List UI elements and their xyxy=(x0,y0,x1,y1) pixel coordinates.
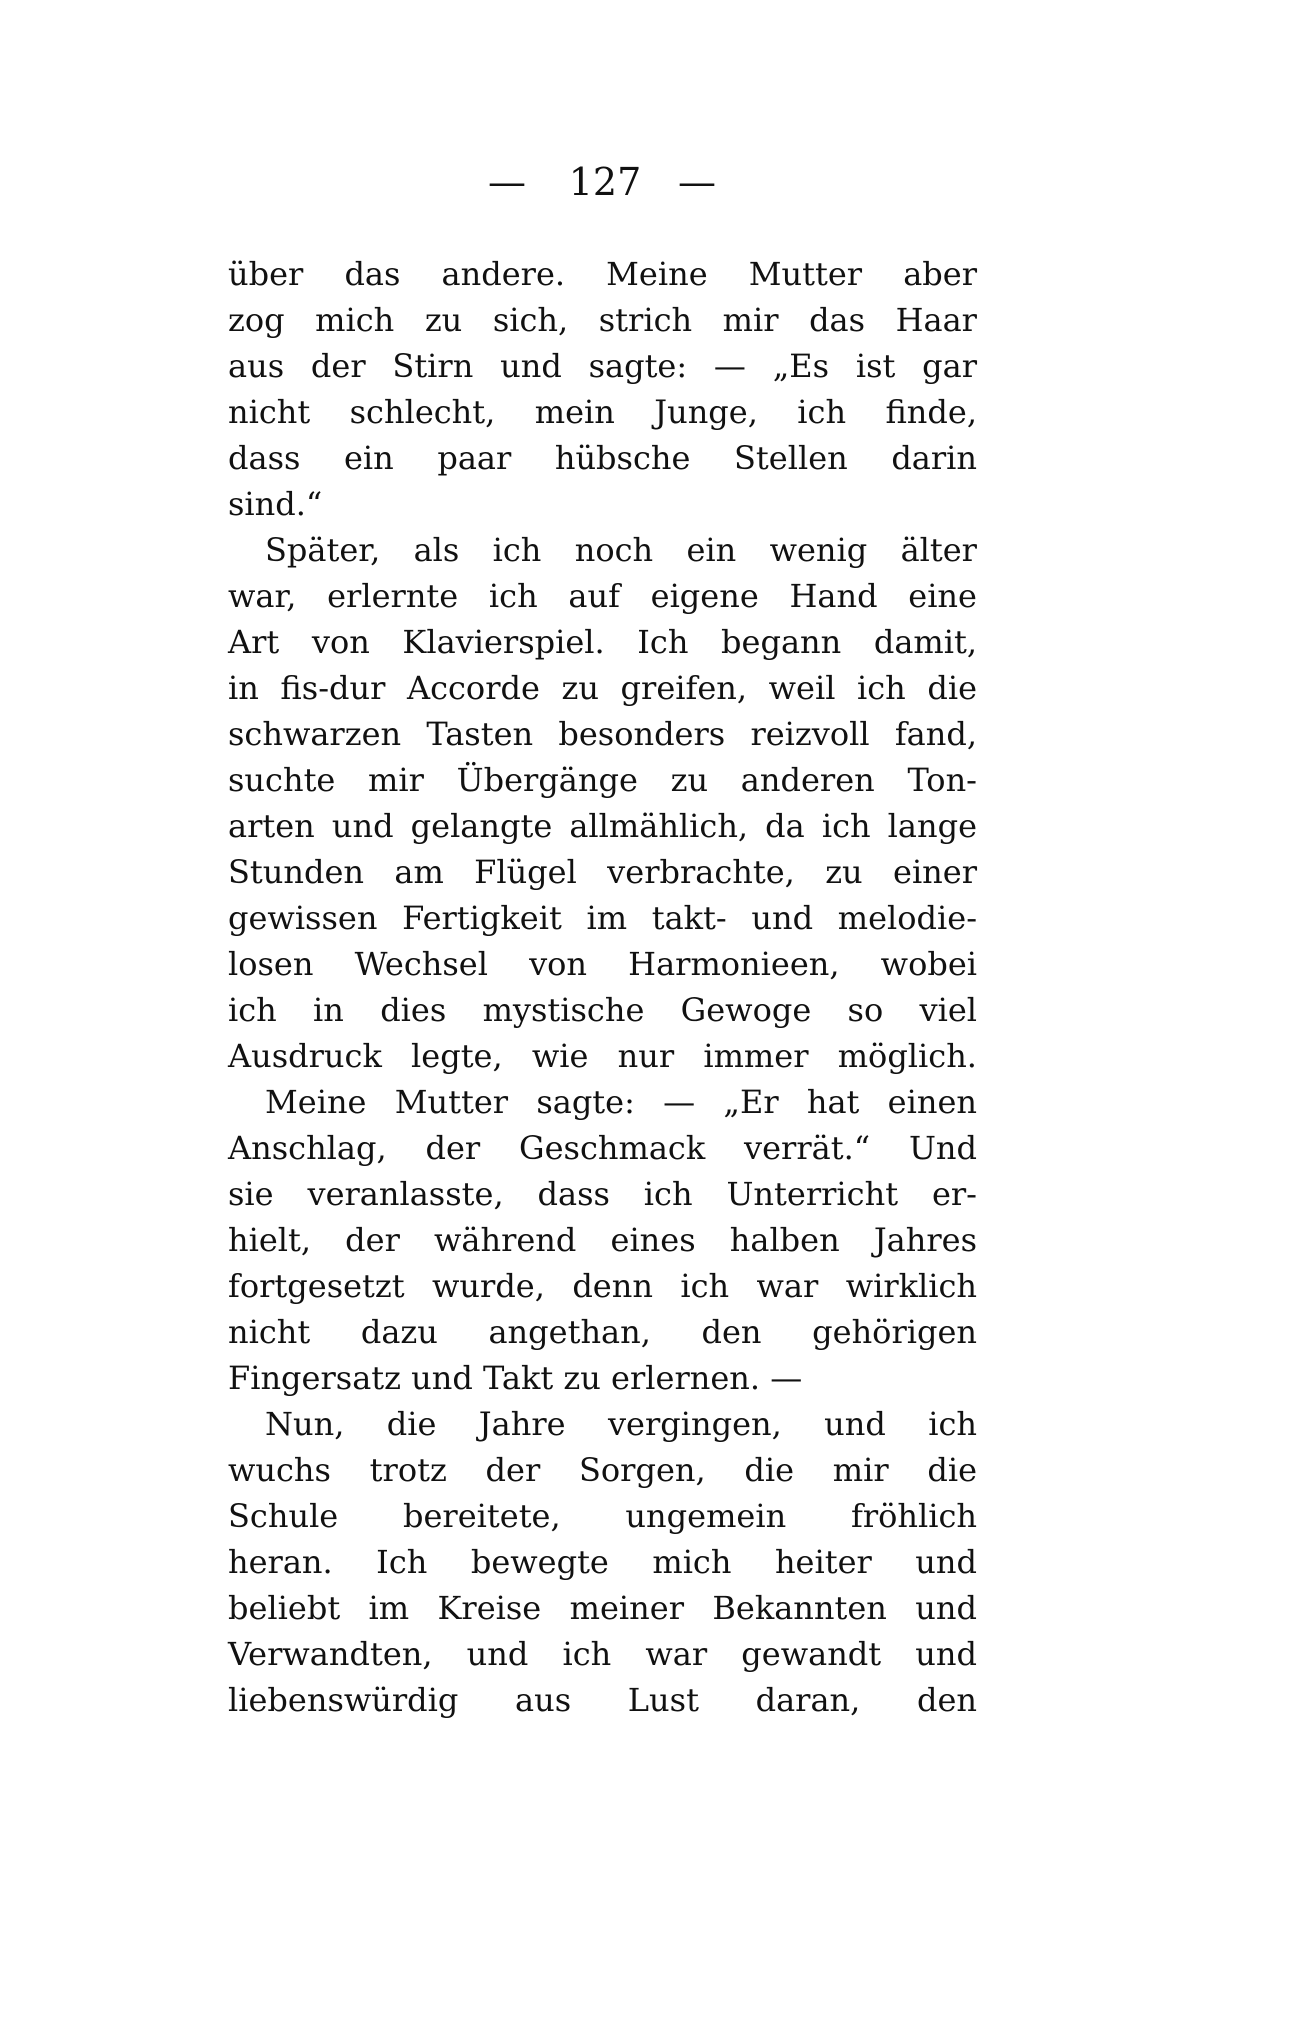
text-line-content: Stunden am Flügel verbrachte, zu einer xyxy=(228,853,978,891)
text-line xyxy=(228,1539,977,1585)
paragraph xyxy=(228,527,977,1079)
text-line xyxy=(228,573,977,619)
text-line-content: gewissen Fertigkeit im takt- und melodie- xyxy=(228,899,978,937)
text-line xyxy=(228,1125,977,1171)
text-line-content: beliebt im Kreise meiner Bekannten und xyxy=(228,1589,978,1627)
text-line-content: Meine Mutter sagte: — „Er hat einen xyxy=(265,1083,977,1121)
body-text xyxy=(228,251,977,1723)
text-line-content: sie veranlasste, dass ich Unterricht er- xyxy=(228,1175,977,1213)
text-line xyxy=(228,251,977,297)
text-line-content: Art von Klavierspiel. Ich begann damit, xyxy=(228,623,978,661)
text-line-content: in fis-dur Accorde zu greifen, weil ich die xyxy=(228,669,978,707)
text-line xyxy=(228,1493,977,1539)
text-line xyxy=(228,435,977,481)
text-line-last xyxy=(228,1355,977,1401)
text-line xyxy=(228,1677,977,1723)
text-line-content: Anschlag, der Geschmack verrät.“ Und xyxy=(228,1129,978,1167)
text-line xyxy=(228,987,977,1033)
text-line xyxy=(228,849,977,895)
text-line-content: war, erlernte ich auf eigene Hand eine xyxy=(228,577,977,615)
text-line-content: ich in dies mystische Gewoge so viel xyxy=(228,991,978,1029)
text-line xyxy=(228,665,977,711)
text-line-content: nicht dazu angethan, den gehörigen xyxy=(228,1313,978,1351)
text-line xyxy=(228,1585,977,1631)
text-line-content: über das andere. Meine Mutter aber xyxy=(228,255,977,293)
text-line-content: Verwandten, und ich war gewandt und xyxy=(228,1635,977,1673)
text-line-content: heran. Ich bewegte mich heiter und xyxy=(228,1543,978,1581)
text-line xyxy=(228,619,977,665)
text-line-content: fortgesetzt wurde, denn ich war wirklich xyxy=(228,1267,978,1305)
text-line-content: Fingersatz und Takt zu erlernen. — xyxy=(228,1359,803,1397)
text-line-first xyxy=(228,1401,977,1447)
text-line xyxy=(228,941,977,987)
text-line-content: aus der Stirn und sagte: — „Es ist gar xyxy=(228,347,978,385)
text-line-content: schwarzen Tasten besonders reizvoll fand, xyxy=(228,715,978,753)
paragraph xyxy=(228,1079,977,1401)
text-line xyxy=(228,1263,977,1309)
text-line xyxy=(228,389,977,435)
text-line-content: dass ein paar hübsche Stellen darin xyxy=(228,439,978,477)
text-line xyxy=(228,757,977,803)
text-line-content: nicht schlecht, mein Junge, ich finde, xyxy=(228,393,978,431)
text-line xyxy=(228,297,977,343)
text-line-content: suchte mir Übergänge zu anderen Ton- xyxy=(228,761,977,799)
text-line-content: arten und gelangte allmählich, da ich lange xyxy=(228,807,978,845)
text-line-content: losen Wechsel von Harmonieen, wobei xyxy=(228,945,977,983)
text-line-content: hielt, der während eines halben Jahres xyxy=(228,1221,977,1259)
text-line-first xyxy=(228,527,977,573)
text-line-content: sind.“ xyxy=(228,485,323,523)
text-line-first xyxy=(228,1079,977,1125)
text-line-content: Schule bereitete, ungemein fröhlich xyxy=(228,1497,977,1535)
text-line-content: zog mich zu sich, strich mir das Haar xyxy=(228,301,977,339)
text-line xyxy=(228,895,977,941)
text-line-last xyxy=(228,1033,977,1079)
text-line-content: Später, als ich noch ein wenig älter xyxy=(265,531,977,569)
paragraph-continues xyxy=(228,1401,977,1723)
text-line xyxy=(228,1309,977,1355)
text-line-content: liebenswürdig aus Lust daran, den xyxy=(228,1681,978,1719)
text-line-content: Nun, die Jahre vergingen, und ich xyxy=(265,1405,978,1443)
running-head-left-dash: — xyxy=(488,160,526,204)
text-line xyxy=(228,803,977,849)
text-line-content: Ausdruck legte, wie nur immer möglich. xyxy=(228,1037,977,1075)
text-line-last xyxy=(228,481,977,527)
text-line xyxy=(228,1447,977,1493)
paragraph-continued xyxy=(228,251,977,527)
text-line-content: wuchs trotz der Sorgen, die mir die xyxy=(228,1451,978,1489)
text-line xyxy=(228,711,977,757)
text-line xyxy=(228,1217,977,1263)
text-line xyxy=(228,1631,977,1677)
text-line xyxy=(228,1171,977,1217)
running-head-right-dash: — xyxy=(678,160,716,204)
text-line xyxy=(228,343,977,389)
page-number: 127 xyxy=(568,160,642,204)
